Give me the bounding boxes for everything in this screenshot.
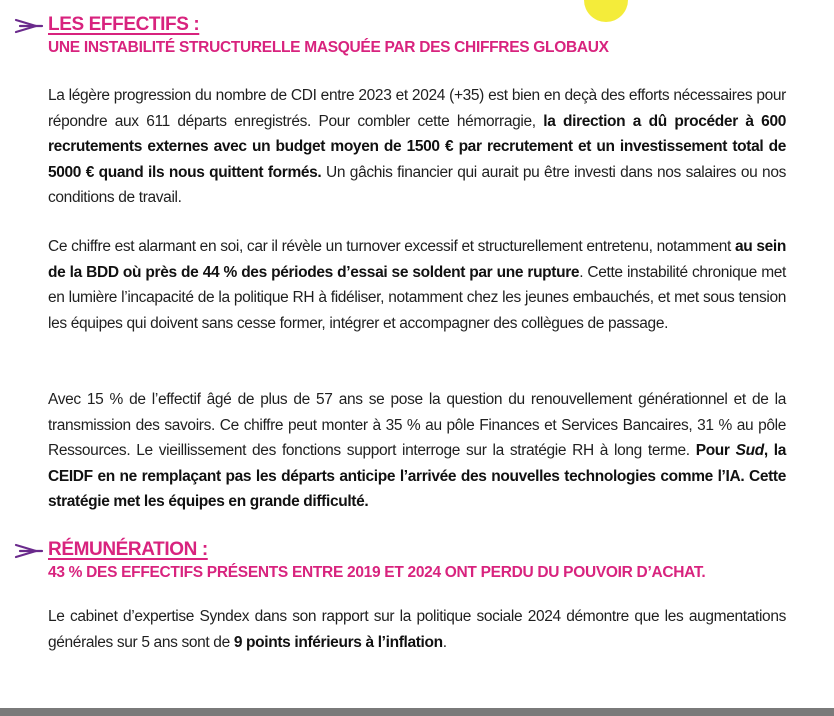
paragraph-syndex: Le cabinet d’expertise Syndex dans son rapport sur la politique sociale 2024 démontre que les augmentations générales sur 5 ans sont de 9 points inférieurs à l’inflation. <box>48 608 786 651</box>
section-subtitle: UNE INSTABILITÉ STRUCTURELLE MASQUÉE PAR DES CHIFFRES GLOBAUX <box>48 39 609 56</box>
arrow-icon <box>14 18 44 34</box>
bottom-divider <box>0 708 834 716</box>
paragraph-age: Avec 15 % de l’effectif âgé de plus de 57 ans se pose la question du renouvellement générationnel et de la transmission des savoirs. Ce chiffre peut monter à 35 % au pôle Finances et Services Bancaires, 31 % au pôle Ressources. Le vieillissement des fonctions support interroge sur la stratégie RH à long terme. Pour Sud, la CEIDF en ne remplaçant pas les départs anticipe l’arrivée des nouvelles technologies comme l’IA. Cette stratégie met les équipes en grande difficulté. <box>48 391 786 510</box>
paragraph-turnover: Ce chiffre est alarmant en soi, car il révèle un turnover excessif et structurellement entretenu, notamment au sein de la BDD où près de 44 % des périodes d’essai se soldent par une rupture. Cette instabilité chronique met en lumière l’incapacité de la politique RH à fidéliser, notamment chez les jeunes embauchés, et met sous tension les équipes qui doivent sans cesse former, intégrer et accompagner des collègues de passage. <box>48 238 786 332</box>
paragraph-cdi: La légère progression du nombre de CDI entre 2023 et 2024 (+35) est bien en deçà des efforts nécessaires pour répondre aux 611 départs enregistrés. Pour combler cette hémorragie, la direction a dû procéder à 600 recrutements externes avec un budget moyen de 1500 € par recrutement et un investissement total de 5000 € quand ils nous quittent formés. Un gâchis financier qui aurait pu être investi dans nos salaires ou nos conditions de travail. <box>48 87 786 206</box>
arrow-icon <box>14 543 44 559</box>
section-title: LES EFFECTIFS : <box>48 14 200 35</box>
section-title: RÉMUNÉRATION : <box>48 539 208 560</box>
section-subtitle: 43 % DES EFFECTIFS PRÉSENTS ENTRE 2019 ET 2024 ONT PERDU DU POUVOIR D’ACHAT. <box>48 564 706 581</box>
yellow-circle-decoration <box>584 0 628 22</box>
